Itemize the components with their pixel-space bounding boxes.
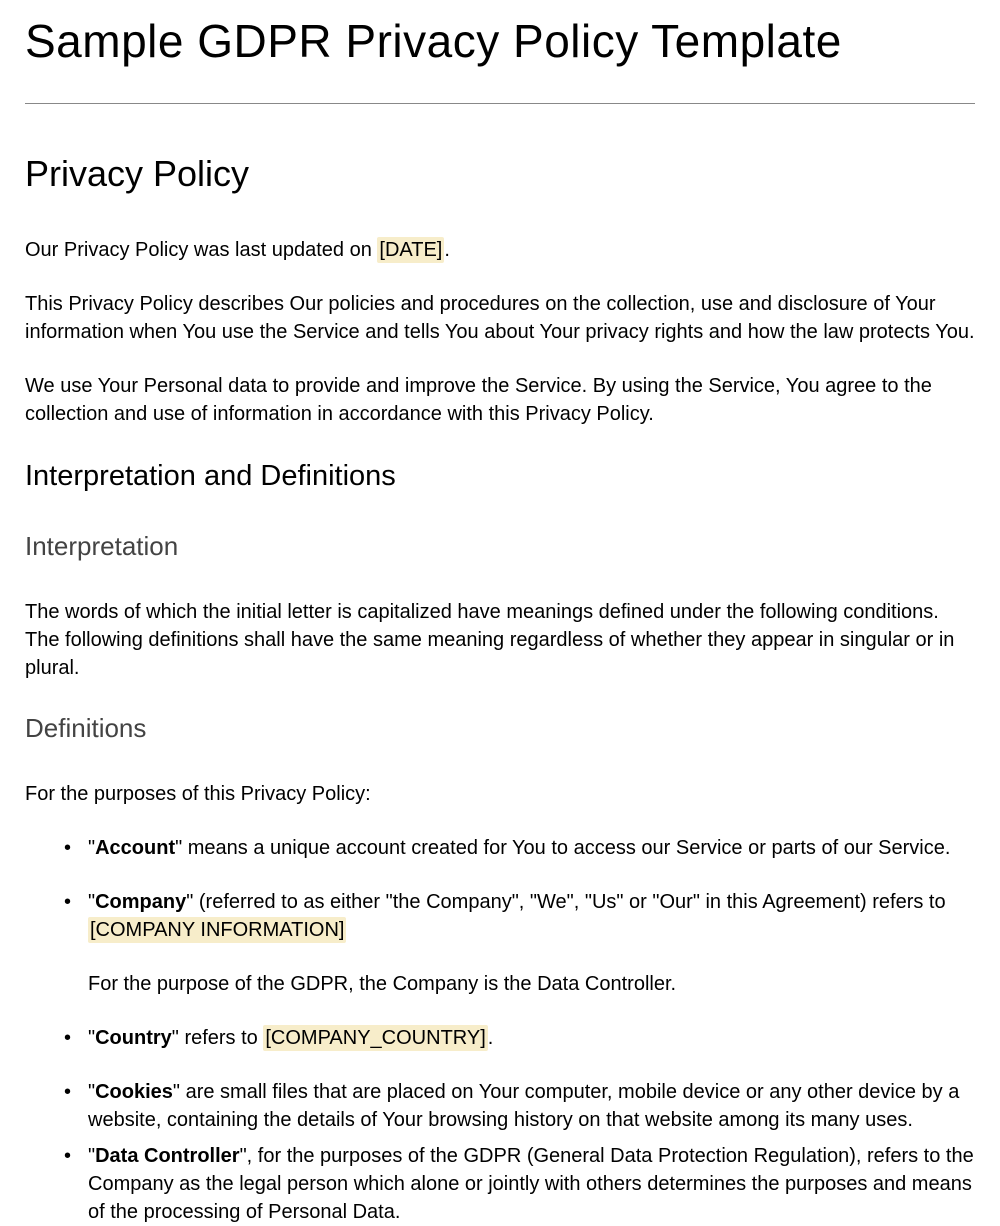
definition-text: " [88,1081,96,1103]
definition-item [64,834,975,862]
definitions-lead-paragraph: For the purposes of this Privacy Policy: [25,783,371,805]
placeholder-highlight: [COMPANY INFORMATION] [90,919,345,941]
date-placeholder-highlight: [DATE] [379,239,443,261]
definition-item [64,1078,975,1134]
bullet-icon: • [64,891,72,913]
definition-text: " means a unique account created for You to access our Service or parts of our Service. [175,837,951,859]
definition-item [64,1024,975,1052]
last-updated-text: Our Privacy Policy was last updated on [25,239,378,261]
definition-term: Account [95,837,176,859]
definition-text: " [88,891,96,913]
subheading-interpretation: Interpretation [25,531,179,561]
interpretation-paragraph: The words of which the initial letter is capitalized have meanings defined under the following conditions. The following definitions shall have the same meaning regardless of whether they appear in singular or in plural. [25,601,955,679]
definition-item [64,1142,975,1226]
definition-text: . [487,1027,494,1049]
privacy-policy-heading: Privacy Policy [25,153,250,194]
last-updated-suffix: . [444,239,450,261]
definition-text: " [88,1145,96,1167]
subheading-definitions: Definitions [25,713,147,743]
intro-paragraph: This Privacy Policy describes Our policies and procedures on the collection, use and disclosure of Your information when You use the Service and tells You about Your privacy rights and how the law protects You. [25,293,975,343]
bullet-icon: • [64,837,72,859]
definition-text: " are small files that are placed on Your computer, mobile device or any other device by a website, containing the details of Your browsing history on that website among its many uses. [88,1081,960,1131]
divider [25,103,975,104]
intro-paragraph: We use Your Personal data to provide and improve the Service. By using the Service, You agree to the collection and use of information in accordance with this Privacy Policy. [25,375,932,425]
definition-text: " [88,1027,96,1049]
bullet-icon: • [64,1081,72,1103]
section-heading-interpretation-and-definitions: Interpretation and Definitions [25,460,396,492]
page-title: Sample GDPR Privacy Policy Template [25,15,842,67]
bullet-icon: • [64,1027,72,1049]
definition-text: ", for the purposes of the GDPR (General Data Protection Regulation), refers to the Company as the legal person which alone or jointly with others determines the purposes and means of the processing of Personal Data. [88,1145,974,1223]
definitions-list [25,834,975,1226]
definition-item [64,888,975,998]
definition-text: " [88,837,96,859]
definition-term: Country [95,1027,172,1049]
definition-term: Cookies [95,1081,173,1103]
definition-term: Data Controller [95,1145,240,1167]
bullet-icon: • [64,1145,72,1167]
definition-text: " (referred to as either "the Company", "We", "Us" or "Our" in this Agreement) refers to [186,891,946,913]
definition-text: " refers to [171,1027,264,1049]
placeholder-highlight: [COMPANY_COUNTRY] [265,1027,486,1049]
definition-note-paragraph: For the purpose of the GDPR, the Company is the Data Controller. [88,973,677,995]
definition-term: Company [95,891,187,913]
last-updated-paragraph [25,236,975,264]
